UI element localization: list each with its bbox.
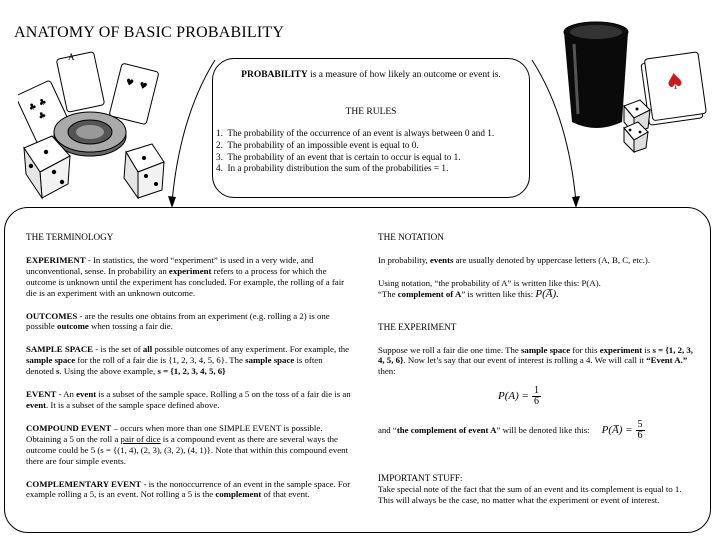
- probability-definition: [212, 70, 530, 80]
- svg-text:♣: ♣: [36, 110, 49, 123]
- cards-dice-illustration: [18, 44, 168, 204]
- deck-suit-icon: ♠: [663, 68, 687, 97]
- term-experiment: EXPERIMENT - In statistics, the word “experiment” is used in a very wide, and unconventional, sense. In probability an experiment refers to a process for which the outcome is unknown until the experiment has concluded. For example, the rolling of a fair die is an experiment with an unknown outcome.: [26, 254, 345, 298]
- formula-event-a: P(A) = $\frac{1}{6}$: [498, 384, 539, 407]
- complement-formula: P(A̅).: [535, 287, 559, 300]
- notation-complement: “The complement of A” is written like this: P(A̅).: [378, 287, 559, 300]
- arrow-right: [528, 56, 588, 216]
- rule-item: 3. The probability of an event that is certain to occur is equal to 1.: [216, 151, 461, 162]
- term-outcomes: OUTCOMES - are the results one obtains from an experiment (e.g. rolling a 2) is one possible outcome when tossing a fair die.: [26, 310, 330, 332]
- rules-title: THE RULES: [345, 107, 397, 117]
- term-complementary-event: COMPLEMENTARY EVENT - is the nonoccurrence of an event in the sample space. For example rolling a 5, is an event. Not rolling a 5 is the complement of that event.: [26, 478, 351, 500]
- page-title: ANATOMY OF BASIC PROBABILITY: [14, 24, 285, 41]
- rules-list: [216, 128, 528, 175]
- ace-label: A: [68, 52, 75, 62]
- term-compound-event: COMPOUND EVENT – occurs when more than one SIMPLE EVENT is possible. Obtaining a 5 on the roll a pair of dice is a compound event as there are several ways the outcome could be 5 (s = {(1, 4), (2, 3), (3, 2), (4, 1)}. Note that within this compound event there are four simple events.: [26, 422, 348, 466]
- definition-text: is a measure of how likely an outcome or event is.: [307, 70, 501, 80]
- experiment-title: THE EXPERIMENT: [378, 321, 457, 332]
- rule-item: 4. In a probability distribution the sum of the probabilities = 1.: [216, 163, 449, 174]
- definition-term: PROBABILITY: [241, 70, 308, 80]
- card-hearts: [109, 63, 159, 125]
- term-event: EVENT - An event is a subset of the sample space. Rolling a 5 on the toss of a fair die is an event. It is a subset of the sample space defined above.: [26, 389, 351, 410]
- notation-column: [378, 232, 696, 506]
- notation-probability: Using notation, “the probability of A” is written like this: P(A).: [378, 277, 601, 288]
- arrow-left: [160, 56, 220, 216]
- terminology-column: [26, 232, 352, 500]
- experiment-text: Suppose we roll a fair die one time. The sample space for this experiment is s = {1, 2, 3, 4, 5, 6}. Now let’s say that our event of interest is rolling a 4. We will call it “Event A.” then:: [378, 344, 693, 377]
- important-title: IMPORTANT STUFF:: [378, 473, 463, 484]
- rule-item: 1. The probability of the occurrence of an event is always between 0 and 1.: [216, 128, 495, 138]
- rule-item: 2. The probability of an impossible event is equal to 0.: [216, 139, 419, 150]
- svg-text:♣: ♣: [37, 96, 49, 110]
- complement-line: and “the complement of event A” will be denoted like this: P(A̅) = $\frac{5}{6}$: [378, 418, 643, 441]
- term-sample-space: SAMPLE SPACE - is the set of all possible outcomes of any experiment. For example, the sample space for the roll of a fair die is {1, 2, 3, 4, 5, 6}. The sample space is often denoted s. Using the above example, s = {1, 2, 3, 4, 5, 6}: [26, 344, 350, 377]
- important-text: Take special note of the fact that the sum of an event and its complement is equal to 1. This will always be the case, no matter what the experiment or event of interest.: [378, 484, 682, 506]
- poker-chip: [54, 112, 126, 156]
- formula-complement-a: P(A̅) = $\frac{5}{6}$: [601, 418, 643, 441]
- svg-text:♥: ♥: [124, 77, 135, 90]
- notation-title: THE NOTATION: [378, 232, 444, 242]
- svg-text:♥: ♥: [137, 81, 149, 93]
- card-ace: [56, 52, 104, 113]
- svg-text:♣: ♣: [27, 101, 39, 114]
- die-right: [124, 144, 164, 198]
- notation-events: In probability, events are usually denoted by uppercase letters (A, B, C, etc.).: [378, 254, 651, 265]
- terminology-title: THE TERMINOLOGY: [26, 232, 114, 242]
